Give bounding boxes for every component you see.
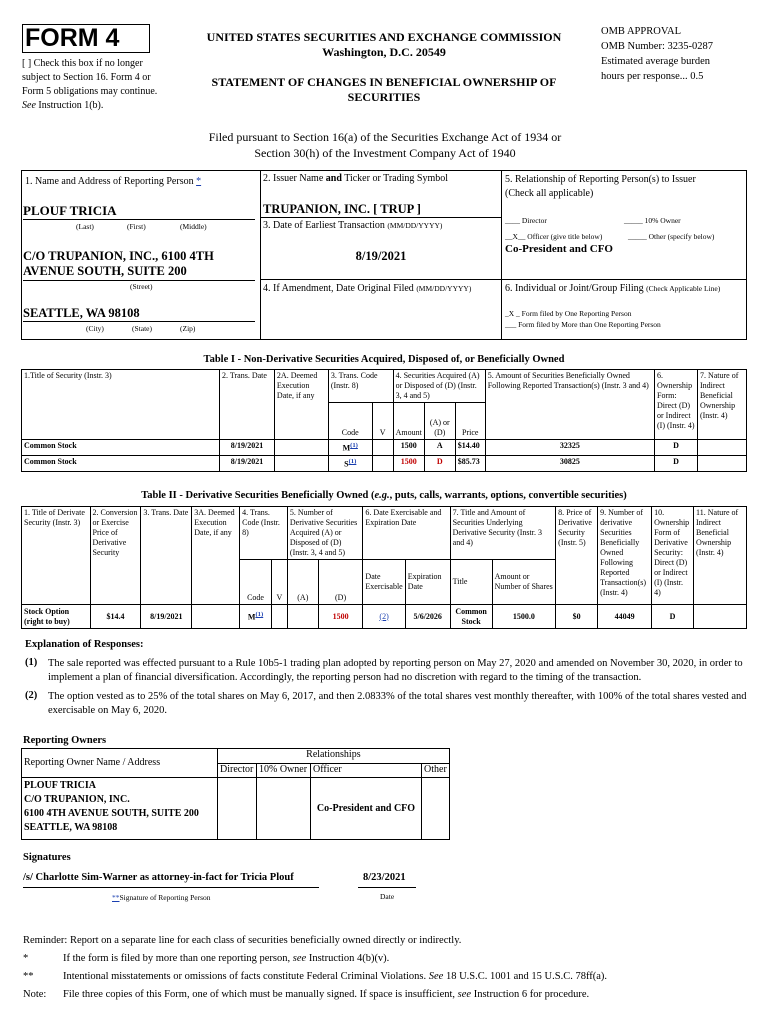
- t2-header-form: 10. Ownership Form of Derivative Security: Direct (D) or Indirect (I) (Instr. 4): [652, 507, 694, 605]
- officer-check[interactable]: __X__ Officer (give title below): [505, 232, 603, 241]
- explanation-heading: Explanation of Responses:: [25, 639, 144, 650]
- agency-city: Washington, D.C. 20549: [322, 45, 446, 59]
- footnote-text: The sale reported was effected pursuant to a Rule 10b5-1 trading plan adopted by reporting person on May 27, 2020 and amended on November 30, 2020, in order to implement a plan of financial diversification. Accordingly, the reporting person had no discretion with regard to the timing of the transaction.: [48, 658, 743, 683]
- signature-date: 8/23/2021: [363, 872, 406, 883]
- signatures-heading: Signatures: [23, 852, 71, 863]
- t2-sub-v: V: [271, 560, 287, 605]
- date-label: Date: [380, 892, 395, 901]
- state-caption: (State): [132, 324, 152, 333]
- city-caption: (City): [86, 324, 104, 333]
- director-check[interactable]: ____ Director: [505, 216, 547, 225]
- footer-note-3: File three copies of this Form, one of which must be manually signed. If space is insufficient, see Instruction 6 for procedure.: [63, 989, 590, 1000]
- t2-header-title: 1. Title of Derivate Security (Instr. 3): [22, 507, 91, 605]
- box1-label: 1. Name and Address of Reporting Person *: [25, 176, 202, 187]
- other-check[interactable]: _____ Other (specify below): [628, 232, 715, 241]
- omb-approval: OMB APPROVAL OMB Number: 3235-0287 Estimated average burden hours per response... 0.5: [601, 26, 713, 82]
- table-row: Stock Option (right to buy) $14.4 8/19/2021 $M^{(1)}$ 1500 (2) 5/6/2026 Common Stock 1500.0 $0 44049 D: [22, 605, 747, 629]
- box4-label: 4. If Amendment, Date Original Filed (MM/DD/YYYY): [263, 283, 472, 294]
- owners-header-relationships: Relationships: [218, 749, 450, 764]
- t1-header-code: 3. Trans. Code (Instr. 8): [328, 370, 393, 403]
- city-address: SEATTLE, WA 98108: [23, 306, 140, 320]
- t2-header-deemed: 3A. Deemed Execution Date, if any: [192, 507, 240, 605]
- t1-header-acquired: 4. Securities Acquired (A) or Disposed of (D) (Instr. 3, 4 and 5): [393, 370, 485, 403]
- footnote-link[interactable]: (1): [350, 442, 358, 449]
- owners-heading: Reporting Owners: [23, 735, 107, 746]
- t2-sub-shares: Amount or Number of Shares: [492, 560, 556, 605]
- t2-header-exercisable: 6. Date Exercisable and Expiration Date: [363, 507, 450, 560]
- footnote-link[interactable]: (2): [363, 605, 405, 629]
- t2-sub-title: Title: [450, 560, 492, 605]
- signature-footnote-link[interactable]: **: [112, 893, 120, 902]
- t1-header-date: 2. Trans. Date: [220, 370, 275, 440]
- t2-sub-code: Code: [240, 560, 272, 605]
- t2-header-price: 2. Conversion or Exercise Price of Derivative Security: [90, 507, 141, 605]
- t1-header-title: 1.Title of Security (Instr. 3): [22, 370, 220, 440]
- table-row: PLOUF TRICIA C/O TRUPANION, INC. 6100 4TH AVENUE SOUTH, SUITE 200 SEATTLE, WA 98108 Co-President and CFO: [22, 778, 450, 840]
- issuer-name: TRUPANION, INC. [ TRUP ]: [263, 202, 421, 216]
- t2-header-nature: 11. Nature of Indirect Beneficial Ownership (Instr. 4): [694, 507, 747, 605]
- form-title-box: [22, 24, 150, 53]
- footnote-num: (1): [25, 657, 38, 668]
- owners-header-officer: Officer: [311, 764, 422, 778]
- t1-sub-aord: (A) or (D): [424, 403, 455, 440]
- signature-label: **Signature of Reporting Person: [112, 893, 211, 902]
- footer-note-1: If the form is filed by more than one reporting person, see Instruction 4(b)(v).: [63, 953, 390, 964]
- officer-title: Co-President and CFO: [505, 243, 613, 255]
- form-title: FORM 4: [25, 24, 120, 52]
- owners-header-director: Director: [218, 764, 257, 778]
- t2-sub-expiration: Expiration Date: [405, 560, 450, 605]
- street-caption: (Street): [130, 282, 153, 291]
- t1-sub-price: Price: [455, 403, 485, 440]
- box2-label: 2. Issuer Name and Ticker or Trading Symbol: [263, 173, 449, 184]
- t2-header-owned: 9. Number of derivative Securities Beneficially Owned Following Reported Transaction(s) (Instr. 4): [598, 507, 652, 605]
- reminder-text: Reminder: Report on a separate line for each class of securities beneficially owned directly or indirectly.: [23, 935, 462, 946]
- middle-caption: (Middle): [180, 222, 207, 231]
- footnote-link[interactable]: (1): [255, 611, 264, 619]
- t1-header-form: 6. Ownership Form: Direct (D) or Indirect (I) (Instr. 4): [655, 370, 698, 440]
- derivative-table: [21, 506, 747, 629]
- t2-sub-d: (D): [318, 560, 363, 605]
- earliest-transaction-date: 8/19/2021: [355, 249, 407, 263]
- t1-header-owned: 5. Amount of Securities Beneficially Owned Following Reported Transaction(s) (Instr. 3 and 4): [485, 370, 654, 440]
- non-derivative-table: [21, 369, 747, 472]
- owners-header-ten: 10% Owner: [257, 764, 311, 778]
- ten-percent-check[interactable]: _____ 10% Owner: [624, 216, 681, 225]
- statement-title: STATEMENT OF CHANGES IN BENEFICIAL OWNERSHIP OF SECURITIES: [211, 75, 557, 104]
- t2-header-underlying: 7. Title and Amount of Securities Underlying Derivative Security (Instr. 3 and 4): [450, 507, 556, 560]
- t2-header-number: 5. Number of Derivative Securities Acquired (A) or Disposed of (D) (Instr. 3, 4 and 5): [287, 507, 363, 560]
- table1-title: Table I - Non-Derivative Securities Acquired, Disposed of, or Beneficially Owned: [203, 354, 565, 365]
- more-persons-check[interactable]: ___ Form filed by More than One Reporting Person: [505, 320, 661, 329]
- first-caption: (First): [127, 222, 146, 231]
- t1-sub-v: V: [372, 403, 393, 440]
- street-address: C/O TRUPANION, INC., 6100 4TH AVENUE SOUTH, SUITE 200: [23, 249, 214, 278]
- zip-caption: (Zip): [180, 324, 196, 333]
- t2-header-date: 3. Trans. Date: [141, 507, 192, 605]
- t2-sub-exercisable: Date Exercisable: [363, 560, 405, 605]
- agency-name: UNITED STATES SECURITIES AND EXCHANGE COMMISSION: [206, 30, 562, 44]
- t2-header-code: 4. Trans. Code (Instr. 8): [240, 507, 288, 560]
- signature-value: /s/ Charlotte Sim-Warner as attorney-in-fact for Tricia Plouf: [23, 872, 294, 883]
- table-row: Common Stock 8/19/2021 $S^{(1)}$ 1500 D $85.73 30825 D: [22, 456, 747, 472]
- t2-header-deriv-price: 8. Price of Derivative Security (Instr. 5): [556, 507, 598, 605]
- footnote-num: (2): [25, 690, 38, 701]
- footer-note-2: Intentional misstatements or omissions of facts constitute Federal Criminal Violations. See 18 U.S.C. 1001 and 15 U.S.C. 78ff(a).: [63, 971, 608, 982]
- table2-title: Table II - Derivative Securities Beneficially Owned (e.g., puts, calls, warrants, options, convertible securities): [141, 490, 627, 501]
- t1-sub-code: Code: [328, 403, 372, 440]
- footnote-link[interactable]: (1): [348, 458, 357, 465]
- checkbox-text[interactable]: [ ] Check this box if no longer subject to Section 16. Form 4 or Form 5 obligations may continue. See Instruction 1(b).: [22, 58, 158, 111]
- owners-header-other: Other: [422, 764, 450, 778]
- last-caption: (Last): [76, 222, 94, 231]
- box3-label: 3. Date of Earliest Transaction (MM/DD/YYYY): [263, 220, 443, 231]
- t2-sub-a: (A): [287, 560, 318, 605]
- box1-footnote-link[interactable]: *: [196, 176, 202, 187]
- owners-header-name: Reporting Owner Name / Address: [22, 749, 218, 778]
- t1-sub-amount: Amount: [393, 403, 424, 440]
- footnote-text: The option vested as to 25% of the total shares on May 6, 2017, and then 2.0833% of the total shares vest monthly thereafter, with 100% of the total shares vested and exercisable on May 6, 2020.: [48, 691, 747, 716]
- owners-table: [21, 748, 450, 840]
- filed-pursuant: Filed pursuant to Section 16(a) of the Securities Exchange Act of 1934 or Section 30(h) of the Investment Company Act of 1940: [208, 130, 562, 160]
- t1-header-deemed: 2A. Deemed Execution Date, if any: [274, 370, 328, 440]
- box5-label: 5. Relationship of Reporting Person(s) to Issuer (Check all applicable): [505, 174, 696, 199]
- box6-label: 6. Individual or Joint/Group Filing (Check Applicable Line): [505, 283, 721, 294]
- table-row: Common Stock 8/19/2021 $M^{(1)}$ 1500 A $14.40 32325 D: [22, 440, 747, 456]
- t1-header-nature: 7. Nature of Indirect Beneficial Ownership (Instr. 4): [697, 370, 746, 440]
- reporting-person-name: PLOUF TRICIA: [23, 203, 117, 218]
- footnote-mark: *: [23, 953, 29, 964]
- note-mark: Note:: [23, 989, 47, 1000]
- one-person-check[interactable]: _X _ Form filed by One Reporting Person: [505, 309, 632, 318]
- footnote-mark: **: [23, 971, 34, 982]
